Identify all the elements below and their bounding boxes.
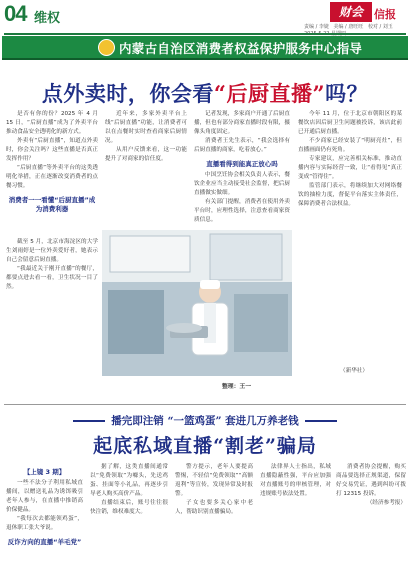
paragraph: 法律界人士指出，私域直播隐蔽性强，平台应加强对直播账号的审核管理，对违规账号依法处置。 xyxy=(260,464,331,497)
sub-heading: 直播看得到能真正放心吗 xyxy=(206,160,278,168)
banner-text: 内蒙古自治区消费者权益保护服务中心指导 xyxy=(119,41,363,56)
article-divider xyxy=(4,404,406,405)
paragraph: 一些不法分子利用私域直播间，以赠送礼品为诱饵吸引老年人参与，在直播中推销高价保健品。 xyxy=(6,480,83,513)
reporter-credit: 整理：王一 xyxy=(222,384,251,390)
emblem-icon xyxy=(98,39,115,56)
paragraph: 警方提示，老年人要提高警惕，不轻信“免费领取”“高额返利”等宣传，发现异常及时报警。 xyxy=(175,464,253,497)
article2-kicker xyxy=(0,413,410,428)
paragraph: “我最近关于刚开直播”的餐厅，都要点进去看一看，卫生状况一目了然。 xyxy=(6,266,98,290)
masthead-rule xyxy=(4,33,406,35)
paragraph: 据了解，这类直播间通常以“免费领取”为噱头，先送鸡蛋、挂面等小礼品，再逐步引导老人购买高价产品。 xyxy=(90,464,168,497)
paragraph: “后厨直播”等外卖平台的这类透明化举措，正在逐渐改变消费者的点餐习惯。 xyxy=(6,165,98,189)
article2-column-i xyxy=(336,463,406,569)
paragraph: 消费者王先生表示，“我会选择有后厨直播的商家，吃着放心。” xyxy=(194,138,290,153)
paragraph: 专家建议，应完善相关标准，推动直播内容与实际经营一致，让“看得见”真正变成“管得住”。 xyxy=(298,156,402,180)
paragraph: 消费者协会提醒，购买商品要选择正规渠道，保留好交易凭证，遇到纠纷可拨打 12315 投诉。 xyxy=(336,464,406,497)
reporter-credit: 【上镜 3 期】 xyxy=(23,468,66,476)
kicker-text: 播完即注销 “一篮鸡蛋” 套进几万养老钱 xyxy=(111,415,299,427)
source-note: （经济参考报） xyxy=(366,500,406,506)
article1-column-d xyxy=(298,110,402,362)
proofreader-credit: 校对 / 刘玉 xyxy=(367,24,393,30)
editor-credit: 责编 / 李婕 xyxy=(304,24,329,30)
designer-credit: 美编 / 唐旺旺 xyxy=(333,24,364,30)
paragraph: 直播结束后，账号往往很快注销，维权难度大。 xyxy=(90,500,168,515)
paragraph: 近年来，多家外卖平台上线“后厨直播”功能，让消费者可以在点餐时实时查看商家后厨情况。 xyxy=(105,111,187,144)
headline-prefix: 点外卖时，你会看 xyxy=(41,81,214,106)
sub-heading: 消费者一一看懂“后厨直播”成为消费利器 xyxy=(8,196,96,213)
masthead xyxy=(0,0,410,34)
page-number: 04 xyxy=(4,1,27,26)
article1-column-b xyxy=(105,110,187,226)
article2-headline: 起底私域直播“割老”骗局 xyxy=(93,435,317,457)
paragraph: 截至 5 月，北京市海淀区的大学生刘雨婷是一位外卖爱好者，她表示自己会留意后厨直播。 xyxy=(6,239,98,263)
article1-headline xyxy=(0,78,410,108)
paragraph: 记者发现，多家商户开通了后厨直播，但也有部分商家直播时段有限，摄像头角度固定。 xyxy=(194,111,290,135)
paragraph: 子女也要多关心家中老人，帮助识别直播骗局。 xyxy=(175,500,253,515)
kicker-rule-left xyxy=(73,420,105,422)
headline-quote: “后厨直播” xyxy=(213,81,326,106)
headline-suffix: 吗？ xyxy=(325,81,369,106)
kicker-rule-right xyxy=(305,420,337,422)
newspaper-logo-suffix: 信报 xyxy=(374,8,396,21)
article1-photo xyxy=(102,230,292,376)
paragraph: 是否有你的份？2025 年 4 月 15 日，“后厨直播”成为了外卖平台推动食品安全透明化的新方式。 xyxy=(6,111,98,135)
paragraph: 有关部门提醒，消费者在使用外卖平台时，应理性选择，注意查看商家资质信息。 xyxy=(194,199,290,223)
paragraph: 不少商家已经安装了“明厨亮灶”，但直播画面仍有死角。 xyxy=(298,138,402,153)
article2-column-g xyxy=(175,463,253,569)
article2-column-f xyxy=(90,463,168,569)
paragraph: 从用户反馈来看，这一功能提升了对商家的信任度。 xyxy=(105,147,187,162)
article2-column-h xyxy=(260,463,331,569)
paragraph: 今年 11 月，位于北京市朝阳区的某餐饮店因后厨卫生问题被投诉，该店此前已开通后厨直播。 xyxy=(298,111,402,135)
source-note: （新华社） xyxy=(340,368,368,374)
paragraph: 监管部门表示，将继续加大对网络餐饮的抽检力度，督促平台落实主体责任，保障消费者合法权益。 xyxy=(298,183,402,207)
newspaper-logo: 财会 xyxy=(330,2,372,22)
sub-heading: 反诈方向的直播“羊毛党” xyxy=(7,538,82,546)
section-banner xyxy=(2,36,408,60)
paragraph: 中国烹饪协会相关负责人表示，餐饮企业应当主动接受社会监督，把后厨直播做实做细。 xyxy=(194,172,290,196)
section-name: 维权 xyxy=(34,11,61,26)
paragraph: “我每次去都能领鸡蛋”，退休职工张大爷说。 xyxy=(6,516,83,531)
article1-column-a2 xyxy=(6,238,98,342)
article2-column-e xyxy=(6,463,83,569)
paragraph: 外卖有“后厨直播”，知道点外卖时，你会关注吗？这些直播是否真正发挥作用？ xyxy=(6,138,98,162)
